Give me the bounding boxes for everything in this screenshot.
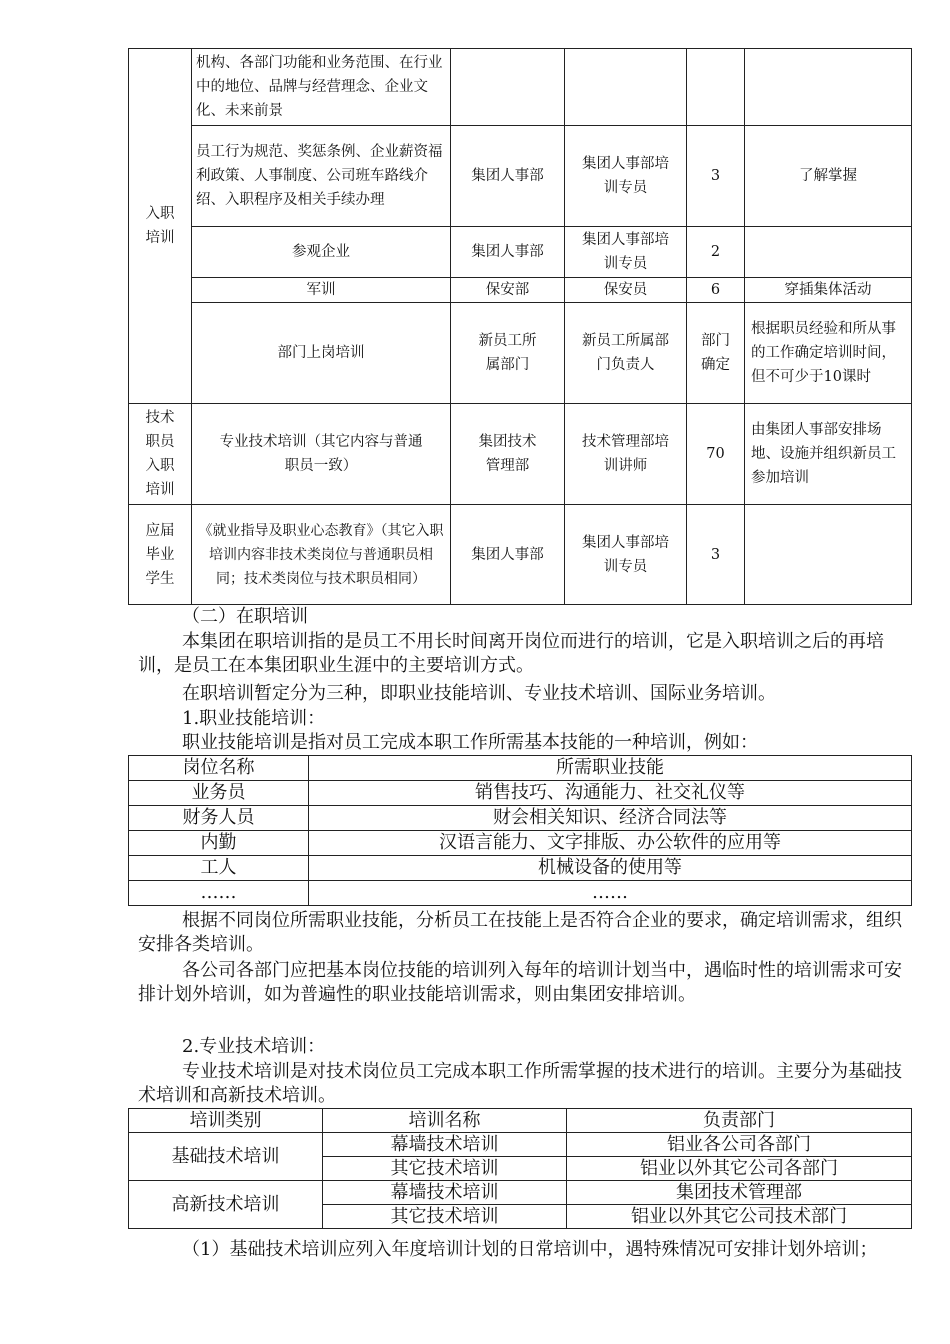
header-cell: 所需职业技能 <box>309 756 912 781</box>
trainer-cell <box>565 227 687 278</box>
table-row <box>129 781 912 806</box>
table-row <box>129 1133 912 1157</box>
table-row <box>129 404 912 505</box>
category-cell: 基础技术培训 <box>129 1133 323 1181</box>
department-cell: 铝业各公司各部门 <box>567 1133 912 1157</box>
note-cell <box>745 227 912 278</box>
table-row <box>129 856 912 881</box>
content-cell: 部门上岗培训 <box>192 303 451 404</box>
table-row <box>129 1181 912 1205</box>
table-row <box>129 278 912 303</box>
paragraph: 职业技能培训是指对员工完成本职工作所需基本技能的一种培训，例如： <box>182 732 758 753</box>
trainer-cell: 保安员 <box>565 278 687 303</box>
trainer-cell <box>565 505 687 605</box>
skill-cell: 机械设备的使用等 <box>309 856 912 881</box>
hours-cell: 3 <box>687 126 745 227</box>
note-cell <box>745 505 912 605</box>
trainer-cell <box>565 49 687 126</box>
section-heading: （二）在职培训 <box>182 606 308 627</box>
dept-cell <box>451 404 565 505</box>
content-cell: 参观企业 <box>192 227 451 278</box>
category-label: 应届毕业学生 <box>145 522 175 587</box>
training-name-cell: 幕墙技术培训 <box>323 1133 567 1157</box>
table-row <box>129 49 912 126</box>
trainer-text: 集团人事部培训专员 <box>582 232 669 272</box>
training-name-cell: 幕墙技术培训 <box>323 1181 567 1205</box>
dept-cell <box>451 49 565 126</box>
subsection-heading: 1.职业技能培训： <box>182 708 326 729</box>
header-cell: 培训名称 <box>323 1109 567 1133</box>
tech-training-table <box>128 1108 912 1229</box>
dept-text: 新员工所属部门 <box>478 333 537 373</box>
position-cell: 财务人员 <box>129 806 309 831</box>
category-cell <box>129 49 192 404</box>
skill-cell: 销售技巧、沟通能力、社交礼仪等 <box>309 781 912 806</box>
trainer-text: 技术管理部培训讲师 <box>582 434 669 474</box>
paragraph: 各公司各部门应把基本岗位技能的培训列入每年的培训计划当中，遇临时性的培训需求可安排计划外培训，如为普遍性的职业技能培训需求，则由集团安排培训。 <box>138 960 902 1005</box>
trainer-cell <box>565 404 687 505</box>
note-cell: 根据职员经验和所从事的工作确定培训时间，但不可少于10课时 <box>745 303 912 404</box>
table-row <box>129 505 912 605</box>
paragraph: （1）基础技术培训应列入年度培训计划的日常培训中，遇特殊情况可安排计划外培训； <box>182 1239 878 1260</box>
position-cell: 内勤 <box>129 831 309 856</box>
trainer-cell <box>565 303 687 404</box>
table-row <box>129 227 912 278</box>
category-label: 入职培训 <box>145 206 175 246</box>
department-cell: 铝业以外其它公司各部门 <box>567 1157 912 1181</box>
trainer-cell <box>565 126 687 227</box>
category-label: 技术职员入职培训 <box>145 410 175 498</box>
onboarding-training-table <box>128 48 912 605</box>
note-cell <box>745 49 912 126</box>
position-cell: 工人 <box>129 856 309 881</box>
paragraph: 专业技术培训是对技术岗位员工完成本职工作所需掌握的技术进行的培训。主要分为基础技术培训和高新技术培训。 <box>138 1061 902 1106</box>
skill-cell: 财会相关知识、经济合同法等 <box>309 806 912 831</box>
table-row <box>129 881 912 906</box>
hours-cell: 70 <box>687 404 745 505</box>
content-cell: 机构、各部门功能和业务范围、在行业中的地位、品牌与经营理念、企业文化、未来前景 <box>192 49 451 126</box>
skill-cell: …… <box>309 881 912 906</box>
skills-table <box>128 755 912 906</box>
hours-cell <box>687 49 745 126</box>
note-cell: 穿插集体活动 <box>745 278 912 303</box>
subsection-heading: 2.专业技术培训： <box>182 1036 326 1057</box>
hours-cell: 6 <box>687 278 745 303</box>
table-header-row <box>129 756 912 781</box>
paragraph: 在职培训暂定分为三种，即职业技能培训、专业技术培训、国际业务培训。 <box>182 683 776 704</box>
department-cell: 铝业以外其它公司技术部门 <box>567 1205 912 1229</box>
dept-cell: 集团人事部 <box>451 505 565 605</box>
dept-cell: 集团人事部 <box>451 126 565 227</box>
table-header-row <box>129 1109 912 1133</box>
category-cell <box>129 404 192 505</box>
hours-cell: 2 <box>687 227 745 278</box>
table-row <box>129 126 912 227</box>
dept-cell <box>451 303 565 404</box>
skill-cell: 汉语言能力、文字排版、办公软件的应用等 <box>309 831 912 856</box>
category-cell: 高新技术培训 <box>129 1181 323 1229</box>
dept-cell: 保安部 <box>451 278 565 303</box>
position-cell: …… <box>129 881 309 906</box>
position-cell: 业务员 <box>129 781 309 806</box>
content-cell: 军训 <box>192 278 451 303</box>
category-cell <box>129 505 192 605</box>
content-cell: 《就业指导及职业心态教育》（其它入职培训内容非技术类岗位与普通职员相同；技术类岗位与技术职员相同） <box>192 505 451 605</box>
paragraph: 根据不同岗位所需职业技能，分析员工在技能上是否符合企业的要求，确定培训需求，组织安排各类培训。 <box>138 910 902 955</box>
hours-text: 部门确定 <box>701 333 730 373</box>
note-cell: 了解掌握 <box>745 126 912 227</box>
header-cell: 负责部门 <box>567 1109 912 1133</box>
table-row <box>129 806 912 831</box>
training-name-cell: 其它技术培训 <box>323 1205 567 1229</box>
department-cell: 集团技术管理部 <box>567 1181 912 1205</box>
trainer-text: 新员工所属部门负责人 <box>582 333 669 373</box>
note-cell: 由集团人事部安排场地、设施并组织新员工参加培训 <box>745 404 912 505</box>
trainer-text: 集团人事部培训专员 <box>582 156 669 196</box>
header-cell: 岗位名称 <box>129 756 309 781</box>
content-cell <box>192 404 451 505</box>
paragraph: 本集团在职培训指的是员工不用长时间离开岗位而进行的培训，它是入职培训之后的再培训，是员工在本集团职业生涯中的主要培训方式。 <box>138 631 884 676</box>
trainer-text: 集团人事部培训专员 <box>582 534 669 575</box>
hours-cell <box>687 303 745 404</box>
training-name-cell: 其它技术培训 <box>323 1157 567 1181</box>
hours-cell: 3 <box>687 505 745 605</box>
header-cell: 培训类别 <box>129 1109 323 1133</box>
content-text: 专业技术培训（其它内容与普通职员一致） <box>219 434 423 474</box>
table-row <box>129 303 912 404</box>
content-cell: 员工行为规范、奖惩条例、企业薪资福利政策、人事制度、公司班车路线介绍、入职程序及相关手续办理 <box>192 126 451 227</box>
dept-cell: 集团人事部 <box>451 227 565 278</box>
dept-text: 集团技术管理部 <box>478 434 537 474</box>
table-row <box>129 831 912 856</box>
